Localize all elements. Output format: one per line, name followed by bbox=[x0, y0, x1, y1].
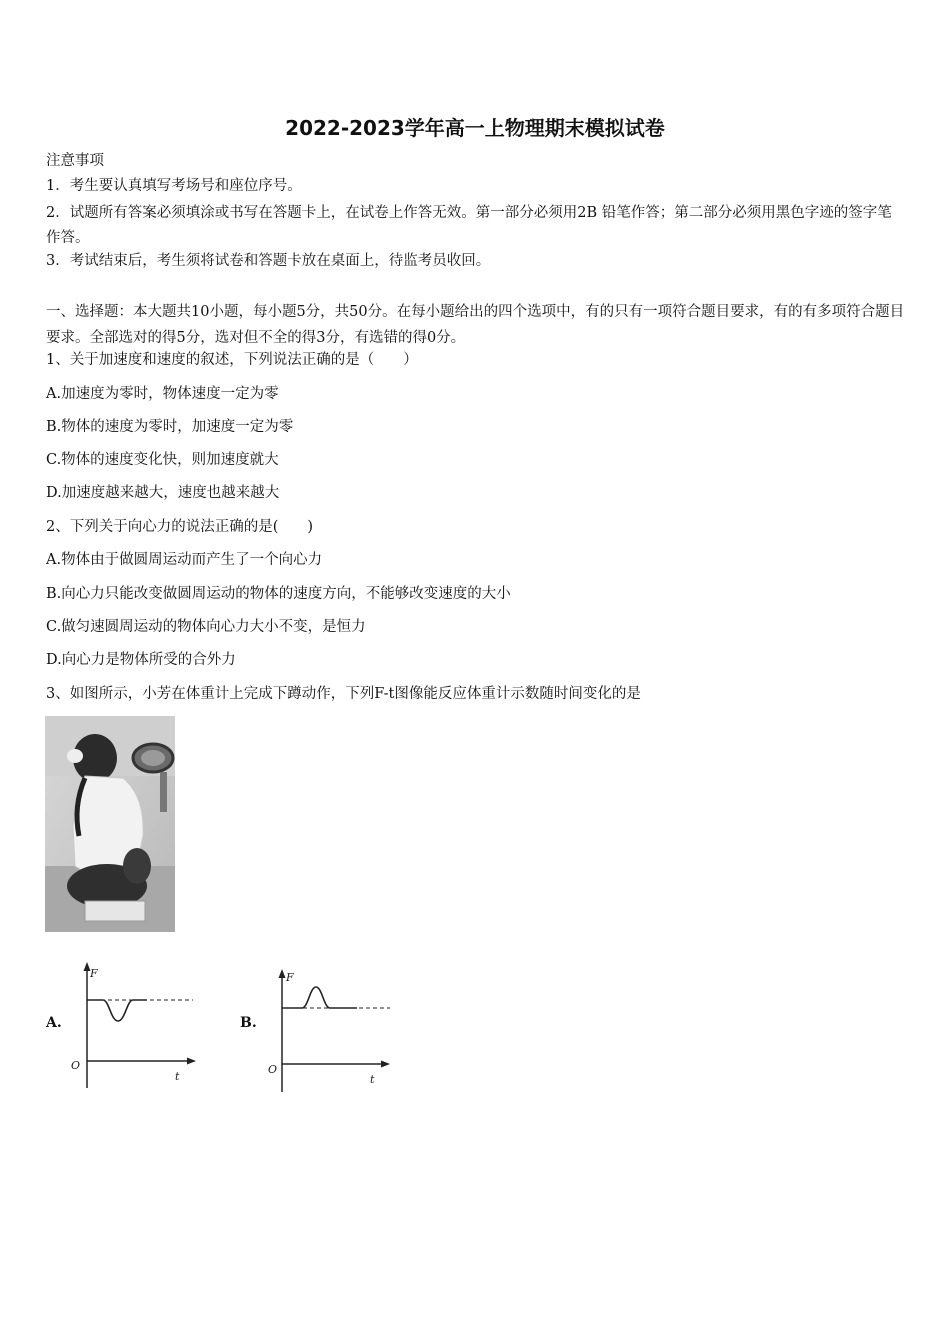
question-2-stem: 2、下列关于向心力的说法正确的是( ) bbox=[46, 519, 314, 535]
graph-a-axis-y-label: F bbox=[90, 967, 98, 980]
graph-option-a bbox=[65, 958, 200, 1093]
graph-a-axis-x-label: t bbox=[175, 1070, 180, 1083]
graph-option-b bbox=[262, 965, 397, 1095]
page-title: 2022-2023学年高一上物理期末模拟试卷 bbox=[285, 116, 665, 140]
question-2-option-d: D.向心力是物体所受的合外力 bbox=[46, 652, 236, 668]
section-intro: 一、选择题：本大题共10小题，每小题5分，共50分。在每小题给出的四个选项中，有的只有一项符合题目要求，有的有多项符合题目要求。全部选对的得5分，选对但不全的得3分，有选错的得0分。 bbox=[46, 304, 905, 346]
graph-b-axis-y-label: F bbox=[286, 971, 294, 984]
notice-item-3: 3．考试结束后，考生须将试卷和答题卡放在桌面上，待监考员收回。 bbox=[46, 253, 491, 269]
question-1-option-d: D.加速度越来越大，速度也越来越大 bbox=[46, 485, 280, 501]
question-1-option-c: C.物体的速度变化快，则加速度就大 bbox=[46, 452, 279, 468]
squatting-girl-photo bbox=[45, 716, 175, 932]
graph-option-b-label: B. bbox=[240, 1015, 257, 1031]
graph-b-axis-x-label: t bbox=[370, 1073, 375, 1086]
notice-heading: 注意事项 bbox=[46, 153, 104, 169]
notice-item-2: 2．试题所有答案必须填涂或书写在答题卡上，在试卷上作答无效。第一部分必须用2B 铅笔作答；第二部分必须用黑色字迹的签字笔作答。 bbox=[46, 205, 892, 246]
question-1-option-a: A.加速度为零时，物体速度一定为零 bbox=[46, 386, 279, 402]
question-2-option-c: C.做匀速圆周运动的物体向心力大小不变，是恒力 bbox=[46, 619, 366, 635]
question-2-option-b: B.向心力只能改变做圆周运动的物体的速度方向，不能够改变速度的大小 bbox=[46, 586, 511, 602]
graph-b-origin-label: O bbox=[268, 1063, 278, 1076]
question-1-stem: 1、关于加速度和速度的叙述，下列说法正确的是（ ） bbox=[46, 352, 418, 368]
question-2-option-a: A.物体由于做圆周运动而产生了一个向心力 bbox=[46, 552, 323, 568]
question-3-stem: 3、如图所示，小芳在体重计上完成下蹲动作，下列F-t图像能反应体重计示数随时间变化的是 bbox=[46, 686, 641, 702]
question-1-option-b: B.物体的速度为零时，加速度一定为零 bbox=[46, 419, 294, 435]
graph-option-a-label: A. bbox=[46, 1015, 62, 1031]
notice-item-1: 1．考生要认真填写考场号和座位序号。 bbox=[46, 178, 302, 194]
graph-a-origin-label: O bbox=[71, 1059, 81, 1072]
